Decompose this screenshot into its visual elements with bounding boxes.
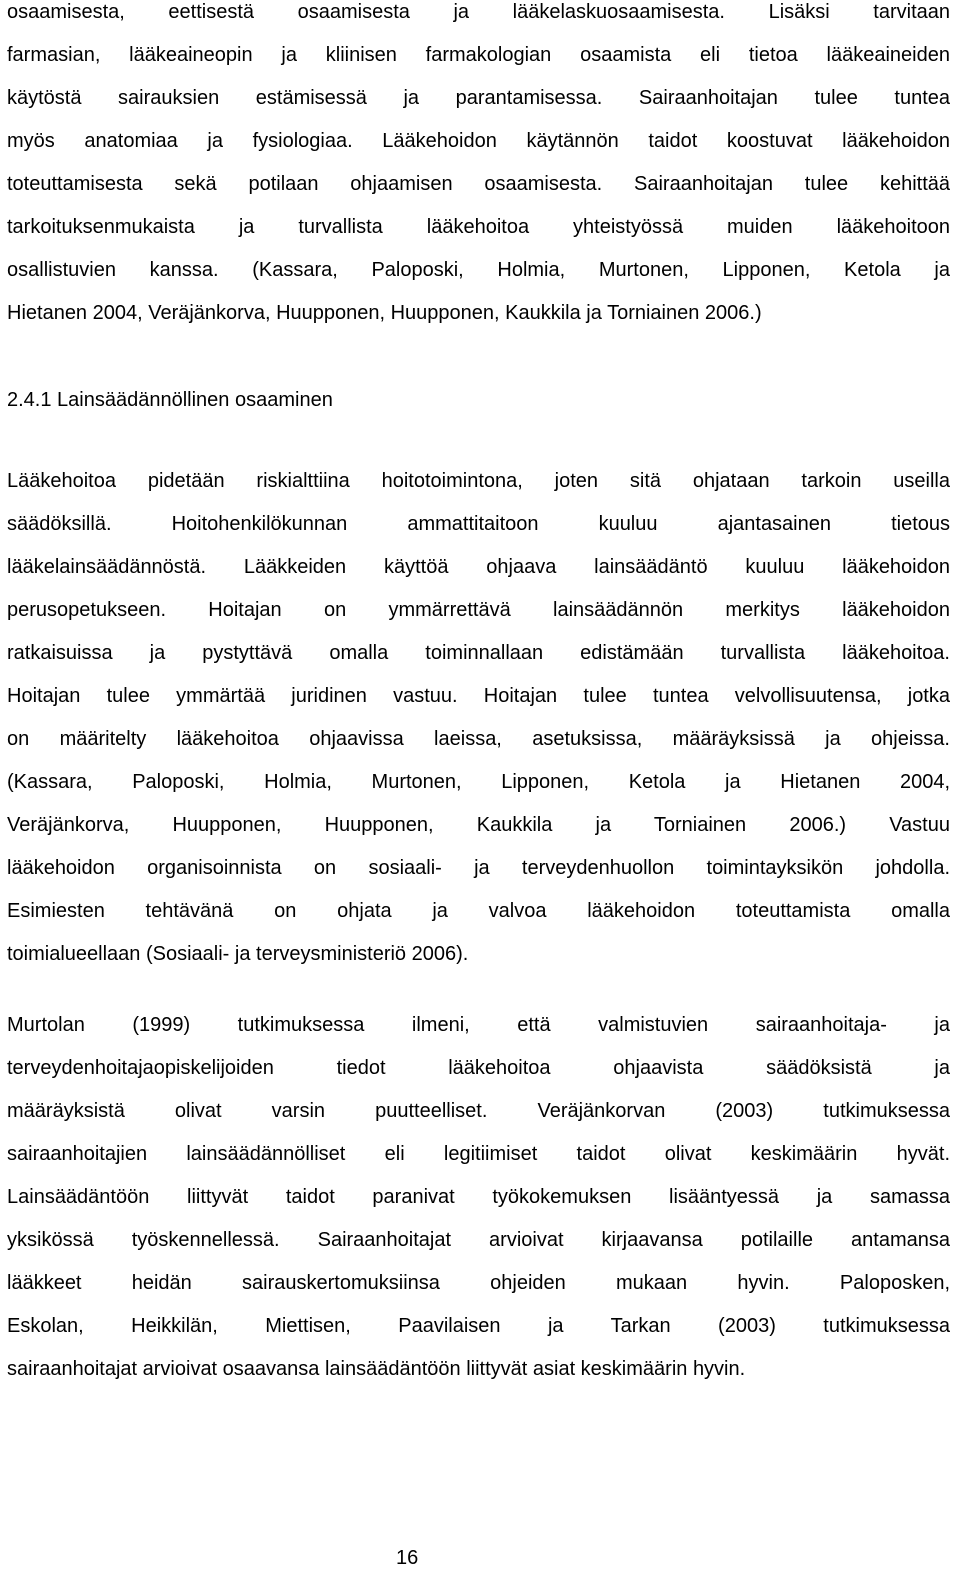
text-line: osaamisesta, eettisestä osaamisesta ja lääkelaskuosaamisesta. Lisäksi tarvitaan (7, 1, 950, 23)
text-line: sairaanhoitajat arvioivat osaavansa lainsäädäntöön liittyvät asiat keskimäärin hyvin. (7, 1358, 746, 1380)
text-line: farmasian, lääkeaineopin ja kliinisen farmakologian osaamista eli tietoa lääkeaineiden (7, 44, 950, 66)
text-line: Eskolan, Heikkilän, Miettisen, Paavilaisen ja Tarkan (2003) tutkimuksessa (7, 1315, 950, 1337)
text-line: myös anatomiaa ja fysiologiaa. Lääkehoidon käytännön taidot koostuvat lääkehoidon (7, 130, 950, 152)
text-line: säädöksillä. Hoitohenkilökunnan ammattitaitoon kuuluu ajantasainen tietous (7, 513, 950, 535)
text-line: lääkehoidon organisoinnista on sosiaali- ja terveydenhuollon toimintayksikön johdolla. (7, 857, 950, 879)
text-line: määräyksistä olivat varsin puutteelliset. Veräjänkorvan (2003) tutkimuksessa (7, 1100, 950, 1122)
text-line: käytöstä sairauksien estämisessä ja parantamisessa. Sairaanhoitajan tulee tuntea (7, 87, 950, 109)
text-line: Esimiesten tehtävänä on ohjata ja valvoa lääkehoidon toteuttamista omalla (7, 900, 950, 922)
text-line: terveydenhoitajaopiskelijoiden tiedot lääkehoitoa ohjaavista säädöksistä ja (7, 1057, 950, 1079)
text-line: Veräjänkorva, Huupponen, Huupponen, Kaukkila ja Torniainen 2006.) Vastuu (7, 814, 950, 836)
text-line: osallistuvien kanssa. (Kassara, Paloposki, Holmia, Murtonen, Lipponen, Ketola ja (7, 259, 950, 281)
text-line: sairaanhoitajien lainsäädännölliset eli legitiimiset taidot olivat keskimäärin hyvät. (7, 1143, 950, 1165)
text-line: (Kassara, Paloposki, Holmia, Murtonen, Lipponen, Ketola ja Hietanen 2004, (7, 771, 950, 793)
text-line: Lainsäädäntöön liittyvät taidot paranivat työkokemuksen lisääntyessä ja samassa (7, 1186, 950, 1208)
text-line: Murtolan (1999) tutkimuksessa ilmeni, että valmistuvien sairaanhoitaja- ja (7, 1014, 950, 1036)
text-line: on määritelty lääkehoitoa ohjaavissa laeissa, asetuksissa, määräyksissä ja ohjeissa. (7, 728, 950, 750)
text-line: toimialueellaan (Sosiaali- ja terveysministeriö 2006). (7, 943, 469, 965)
text-line: toteuttamisesta sekä potilaan ohjaamisen osaamisesta. Sairaanhoitajan tulee kehittää (7, 173, 950, 195)
text-line: tarkoituksenmukaista ja turvallista lääkehoitoa yhteistyössä muiden lääkehoitoon (7, 216, 950, 238)
text-line: lääkelainsäädännöstä. Lääkkeiden käyttöä ohjaava lainsäädäntö kuuluu lääkehoidon (7, 556, 950, 578)
page-number: 16 (396, 1547, 419, 1569)
text-line: lääkkeet heidän sairauskertomuksiinsa ohjeiden mukaan hyvin. Paloposken, (7, 1272, 950, 1294)
text-line: ratkaisuissa ja pystyttävä omalla toiminnallaan edistämään turvallista lääkehoitoa. (7, 642, 950, 664)
text-line: Lääkehoitoa pidetään riskialttiina hoitotoimintona, joten sitä ohjataan tarkoin useilla (7, 470, 950, 492)
text-line: Hietanen 2004, Veräjänkorva, Huupponen, Huupponen, Kaukkila ja Torniainen 2006.) (7, 302, 762, 324)
text-line: perusopetukseen. Hoitajan on ymmärrettävä lainsäädännön merkitys lääkehoidon (7, 599, 950, 621)
section-heading: 2.4.1 Lainsäädännöllinen osaaminen (7, 389, 333, 411)
text-line: yksikössä työskennellessä. Sairaanhoitajat arvioivat kirjaavansa potilaille antamansa (7, 1229, 950, 1251)
text-line: Hoitajan tulee ymmärtää juridinen vastuu. Hoitajan tulee tuntea velvollisuutensa, jotka (7, 685, 950, 707)
